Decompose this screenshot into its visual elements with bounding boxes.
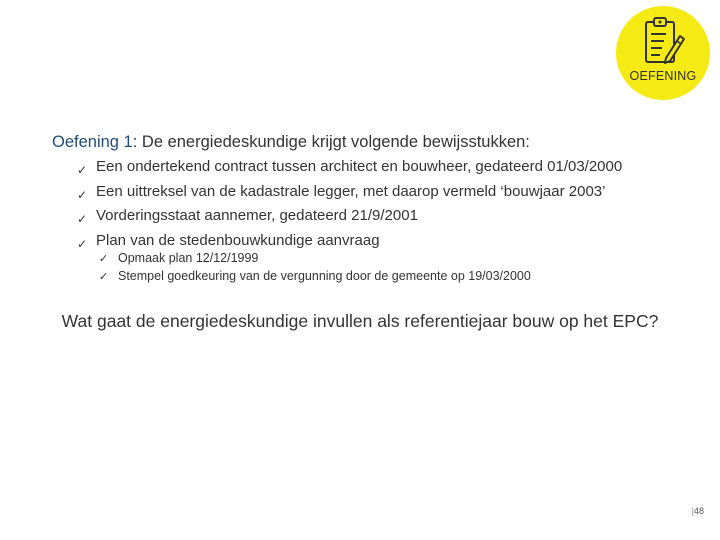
exercise-intro: : De energiedeskundige krijgt volgende bewijsstukken: (132, 133, 530, 151)
plan-subitem-text: Stempel goedkeuring van de vergunning door de gemeente op 19/03/2000 (118, 268, 531, 283)
plan-subitem-text: Opmaak plan 12/12/1999 (118, 251, 259, 265)
oefening-badge (616, 6, 710, 100)
checkmark-icon: ✓ (77, 163, 88, 177)
page-separator: | (691, 506, 694, 516)
checkmark-icon: ✓ (77, 187, 88, 202)
plan-subitem (99, 250, 531, 268)
evidence-item (77, 206, 622, 231)
evidence-item-text: Plan van de stedenbouwkundige aanvraag (96, 231, 380, 249)
question-text: Wat gaat de energiedeskundige invullen als referentiejaar bouw op het EPC? (61, 311, 659, 331)
evidence-item (77, 157, 622, 182)
checkmark-icon: ✓ (99, 269, 109, 283)
evidence-item (77, 182, 622, 207)
evidence-item-text: Een uittreksel van de kadastrale legger, met daarop vermeld ‘bouwjaar 2003’ (96, 182, 606, 200)
exercise-heading (52, 133, 530, 152)
page-number-value: 48 (693, 506, 704, 516)
evidence-item-text: Een ondertekend contract tussen architect en bouwheer, gedateerd 01/03/2000 (96, 158, 623, 175)
evidence-item-text: Vorderingsstaat aannemer, gedateerd 21/9/2001 (96, 207, 418, 224)
plan-subitem (99, 268, 531, 286)
checkmark-icon: ✓ (77, 236, 88, 251)
exercise-number: Oefening 1 (52, 133, 133, 151)
clipboard-pencil-icon (642, 14, 686, 70)
checkmark-icon: ✓ (99, 252, 109, 265)
checkmark-icon: ✓ (77, 212, 88, 226)
badge-label: OEFENING (629, 69, 697, 83)
page-number (692, 506, 704, 516)
evidence-list (77, 157, 622, 255)
plan-sublist (99, 250, 531, 285)
